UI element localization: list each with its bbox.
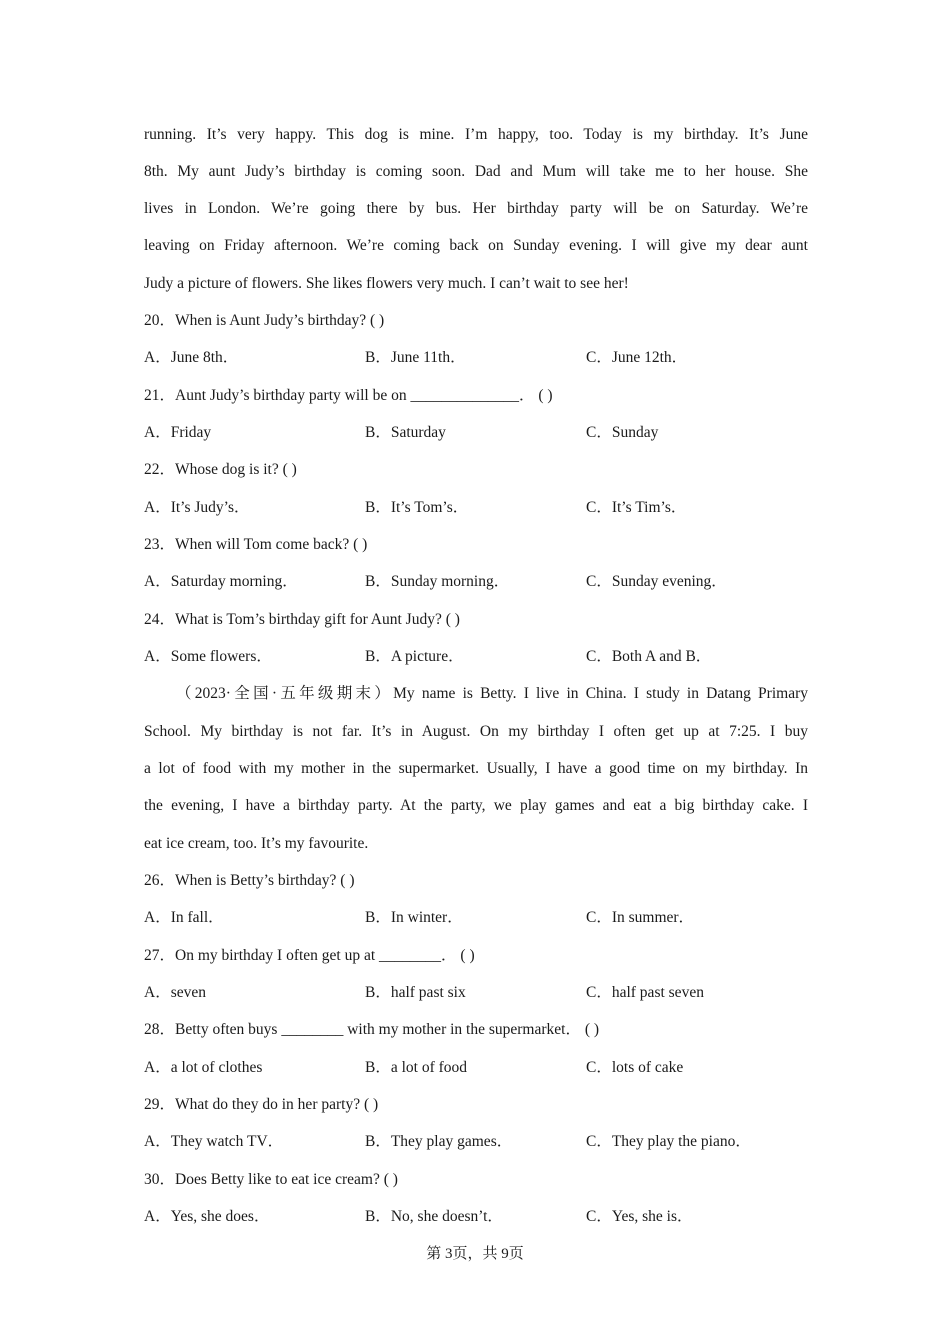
- question-text: 30．Does Betty like to eat ice cream? ( ): [144, 1171, 398, 1188]
- question-text: 28．Betty often buys ________ with my mother in the supermarket． ( ): [144, 1021, 600, 1038]
- question-text: 24．What is Tom’s birthday gift for Aunt Judy? ( ): [144, 611, 460, 628]
- passage-line: a lot of food with my mother in the supermarket. Usually, I have a good time on my birthday. In: [144, 760, 808, 777]
- question-text: 27．On my birthday I often get up at ________． ( ): [144, 947, 475, 964]
- option-b: B．No, she doesn’t．: [365, 1208, 503, 1225]
- option-a: A．They watch TV．: [144, 1133, 284, 1150]
- option-b: B．a lot of food: [365, 1059, 468, 1076]
- option-b: B．Sunday morning．: [365, 573, 510, 590]
- option-c: C．Both A and B．: [586, 648, 712, 665]
- page-number: 第 3页，共 9页: [426, 1246, 524, 1262]
- option-b: B．June 11th．: [365, 349, 466, 366]
- passage-line: the evening, I have a birthday party. At the party, we play games and eat a big birthday cake. I: [144, 797, 808, 814]
- option-c: C．Sunday evening．: [586, 573, 727, 590]
- question-text: 29．What do they do in her party? ( ): [144, 1096, 379, 1113]
- option-a: A．Some flowers．: [144, 648, 272, 665]
- option-b: B．It’s Tom’s．: [365, 499, 469, 516]
- option-a: A．Yes, she does．: [144, 1208, 270, 1225]
- question-text: 23．When will Tom come back? ( ): [144, 536, 368, 553]
- passage-line: 8th. My aunt Judy’s birthday is coming soon. Dad and Mum will take me to her house. She: [144, 163, 808, 180]
- option-a: A．seven: [144, 984, 206, 1001]
- option-c: C．They play the piano．: [586, 1133, 751, 1150]
- option-c: C．Yes, she is．: [586, 1208, 693, 1225]
- passage-line: （2023·全国·五年级期末）My name is Betty. I live in China. I study in Datang Primary: [176, 685, 808, 702]
- passage-line: lives in London. We’re going there by bus. Her birthday party will be on Saturday. We’re: [144, 200, 808, 217]
- option-c: C．In summer．: [586, 909, 695, 926]
- passage-line: leaving on Friday afternoon. We’re coming back on Sunday evening. I will give my dear aunt: [144, 237, 808, 254]
- option-a: A．It’s Judy’s．: [144, 499, 250, 516]
- passage-line: running. It’s very happy. This dog is mine. I’m happy, too. Today is my birthday. It’s June: [144, 126, 808, 143]
- option-b: B．A picture．: [365, 648, 464, 665]
- option-c: C．It’s Tim’s．: [586, 499, 687, 516]
- option-b: B．half past six: [365, 984, 466, 1001]
- passage-line: Judy a picture of flowers. She likes flowers very much. I can’t wait to see her!: [144, 275, 629, 292]
- question-text: 22．Whose dog is it? ( ): [144, 461, 297, 478]
- option-a: A．June 8th．: [144, 349, 239, 366]
- option-b: B．They play games．: [365, 1133, 513, 1150]
- option-c: C．June 12th．: [586, 349, 688, 366]
- question-text: 21．Aunt Judy’s birthday party will be on ______________． ( ): [144, 387, 553, 404]
- passage-line: eat ice cream, too. It’s my favourite.: [144, 835, 369, 852]
- option-a: A．In fall．: [144, 909, 224, 926]
- option-c: C．lots of cake: [586, 1059, 684, 1076]
- option-c: C．half past seven: [586, 984, 704, 1001]
- option-a: A．a lot of clothes: [144, 1059, 263, 1076]
- option-b: B．Saturday: [365, 424, 446, 441]
- question-text: 20．When is Aunt Judy’s birthday? ( ): [144, 312, 385, 329]
- passage-line: School. My birthday is not far. It’s in August. On my birthday I often get up at 7:25. I buy: [144, 723, 808, 740]
- question-text: 26．When is Betty’s birthday? ( ): [144, 872, 355, 889]
- option-a: A．Friday: [144, 424, 212, 441]
- option-c: C．Sunday: [586, 424, 659, 441]
- option-a: A．Saturday morning．: [144, 573, 298, 590]
- option-b: B．In winter．: [365, 909, 463, 926]
